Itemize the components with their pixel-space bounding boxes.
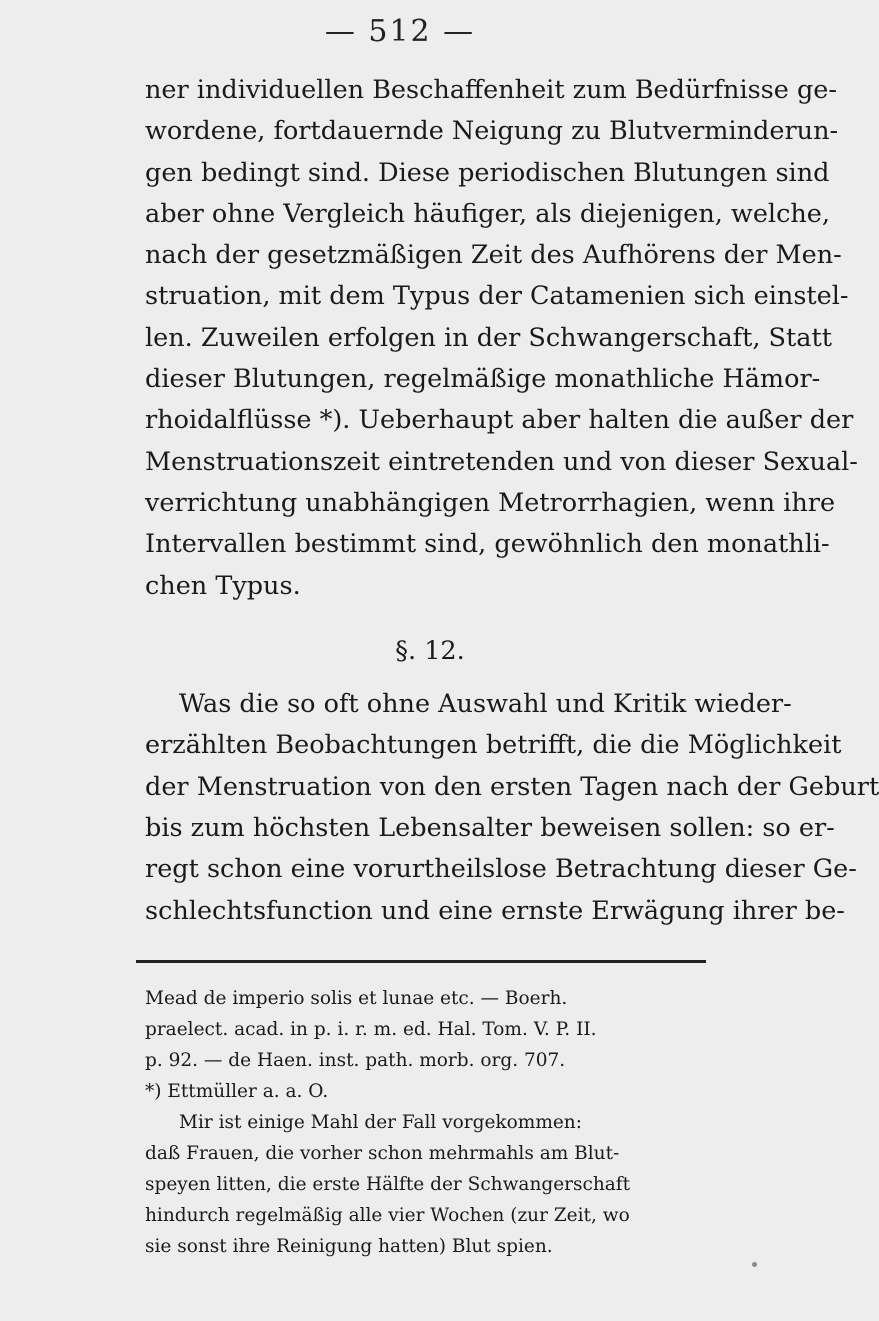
footnote-quote-line: Mir ist einige Mahl der Fall vorgekommen: — [179, 1112, 582, 1133]
footnote-quote-line: sie sonst ihre Reinigung hatten) Blut spien. — [145, 1236, 553, 1257]
footnotes-block — [145, 983, 700, 1262]
footnote-line: Mead de imperio solis et lunae etc. — Boerh. — [145, 988, 568, 1009]
footnote-author: Ettmüller a. a. O. — [167, 1081, 329, 1102]
footnote-marker: *) — [145, 1081, 162, 1102]
text-line: verrichtung unabhängigen Metrorrhagien, wenn ihre — [145, 487, 836, 518]
text-line: gen bedingt sind. Diese periodischen Blutungen sind — [145, 157, 830, 188]
footnote-entry — [145, 1076, 700, 1107]
text-line: bis zum höchsten Lebensalter beweisen sollen: so er- — [145, 813, 835, 844]
footnote-line: p. 92. — de Haen. inst. path. morb. org. 707. — [145, 1050, 566, 1071]
text-line: ner individuellen Beschaffenheit zum Bedürfnisse ge- — [145, 75, 837, 105]
text-line: chen Typus. — [145, 570, 301, 601]
text-line: Menstruationszeit eintretenden und von dieser Sexual- — [145, 446, 858, 477]
paper-blemish — [752, 1262, 757, 1267]
text-line: der Menstruation von den ersten Tagen nach der Geburt — [145, 771, 879, 802]
footnote-quote-line: hindurch regelmäßig alle vier Wochen (zur Zeit, wo — [145, 1205, 630, 1226]
text-line: rhoidalflüsse *). Ueberhaupt aber halten die außer der — [145, 405, 854, 436]
text-line: wordene, fortdauernde Neigung zu Blutverminderun- — [145, 116, 839, 147]
footnote-line: praelect. acad. in p. i. r. m. ed. Hal. Tom. V. P. II. — [145, 1019, 597, 1040]
footnote-divider — [136, 960, 706, 963]
footnote-quote-line: daß Frauen, die vorher schon mehrmahls am Blut- — [145, 1143, 620, 1164]
text-line: struation, mit dem Typus der Catamenien sich einstel- — [145, 281, 849, 312]
text-line: erzählten Beobachtungen betrifft, die die Möglichkeit — [145, 730, 842, 761]
main-text-block — [145, 70, 879, 932]
text-line: Intervallen bestimmt sind, gewöhnlich den monathli- — [145, 529, 830, 560]
text-line: aber ohne Vergleich häufiger, als diejenigen, welche, — [145, 198, 830, 229]
text-line: len. Zuweilen erfolgen in der Schwangerschaft, Statt — [145, 322, 832, 353]
page-number: — 512 — — [324, 14, 476, 49]
text-line: regt schon eine vorurtheilslose Betrachtung dieser Ge- — [145, 854, 857, 885]
text-line: schlechtsfunction und eine ernste Erwägung ihrer be- — [145, 895, 845, 926]
text-line: nach der gesetzmäßigen Zeit des Aufhörens der Men- — [145, 240, 842, 271]
text-line: dieser Blutungen, regelmäßige monathliche Hämor- — [145, 364, 821, 395]
footnote-quote-line: speyen litten, die erste Hälfte der Schwangerschaft — [145, 1174, 631, 1195]
section-heading: §. 12. — [395, 635, 465, 666]
text-line: Was die so oft ohne Auswahl und Kritik wieder- — [179, 689, 792, 720]
